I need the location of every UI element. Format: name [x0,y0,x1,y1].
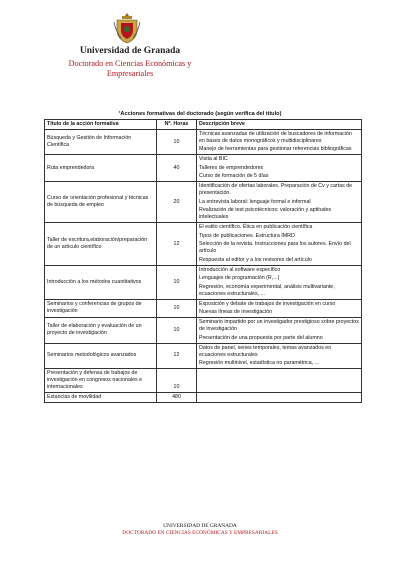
university-name: Universidad de Granada [79,46,181,56]
table-row [45,265,362,299]
action-hours: 12 [157,343,197,368]
description-item: Seminario impartido por un investigador prestigioso sobre proyectos de investigación [199,319,359,333]
description-item: Nuevas líneas de investigación [199,309,273,316]
table-row [45,369,362,393]
description-item: Identificación de ofertas laborales. Preparación de Cv y cartas de presentación. [199,183,353,197]
table-header-row [45,120,362,130]
description-item: Exposición y debate de trabajos de investigación en curso [199,300,336,307]
description-item: La entrevista laboral: lenguaje formal e informal [199,198,311,205]
action-hours: 10 [157,265,197,299]
footer-program: DOCTORADO EN CIENCIAS ECONÓMICAS Y EMPRESARIALES [122,530,278,536]
action-description [197,265,362,299]
description-item: Visita al BIC [199,156,228,163]
action-title: Estancias de movilidad [45,393,157,403]
description-item: Respuesta al editor y a los revisores del artículo [199,256,312,263]
description-item: Presentación de una propuesta por parte del alumno [199,334,323,341]
university-crest-icon [113,12,141,44]
action-title: Seminarios metodológicos avanzados [45,343,157,368]
column-header-hours: Nº. Horas [157,120,197,130]
table-row [45,129,362,154]
action-description [197,299,362,317]
table-row [45,393,362,403]
table-title: ¹Acciones formativas del doctorado (según verifica del título) [118,111,282,117]
program-title [45,59,215,79]
program-title-line1: Doctorado en Ciencias Económicas y [68,59,192,68]
description-item: Manejo de herramientas para gestionar referencias bibliográficas [199,146,352,153]
action-hours: 12 [157,223,197,265]
action-title: Taller de elaboración y evaluación de un proyecto de investigación [45,318,157,343]
action-description [197,318,362,343]
action-hours: 10 [157,318,197,343]
table-row [45,182,362,223]
action-description [197,129,362,154]
action-title: Seminarios y conferencias de grupos de investigación [45,299,157,317]
description-item: Talleres de emprendedores [199,164,264,171]
action-description [197,223,362,265]
action-hours: 10 [157,129,197,154]
description-item: Lenguajes de programación (R,...) [199,275,280,282]
program-title-line2: Empresariales [106,69,154,78]
action-title: Curso de orientación profesional y técnicas de búsqueda de empleo [45,182,157,223]
description-item: Realización de test psicotécnicos: valoración y aptitudes intelectuales [199,207,332,221]
action-description [197,182,362,223]
action-title: Taller de escritura,elaboración/preparación de un artículo científico [45,223,157,265]
action-description [197,155,362,182]
description-item: Introducción al software específico [199,266,281,273]
table-row [45,155,362,182]
column-header-title: Título de la acción formativa [45,120,157,130]
description-item: Tipos de publicaciones. Estructura IMRD [199,232,295,239]
action-description [197,369,362,393]
action-hours: 20 [157,182,197,223]
action-title: Búsqueda y Gestión de Información Científica [45,129,157,154]
action-title: Ruta emprendedora [45,155,157,182]
footer-university: UNIVERSIDAD DE GRANADA [163,523,237,529]
action-title: Introducción a los métodos cuantitativos [45,265,157,299]
table-row [45,299,362,317]
action-title: Presentación y defensa de trabajos de investigación en congresos nacionales e internacionales [45,369,157,393]
description-item: Regresión, economía experimental, análisis multivariante, ecuaciones estructurales, ... [199,283,335,297]
action-hours: 10 [157,369,197,393]
training-actions-table [44,119,362,403]
action-hours: 40 [157,155,197,182]
description-item: Técnicas avanzadas de utilización de buscadores de información en bases de datos monográficos y multidisciplinares [199,130,352,144]
description-item: El estilo científico. Ética en publicación científica [199,224,313,231]
table-row [45,318,362,343]
action-hours: 10 [157,299,197,317]
table-row [45,343,362,368]
description-item: Curso de formación de 5 días [199,173,269,180]
column-header-description: Descripción breve [197,120,362,130]
action-description [197,343,362,368]
table-row [45,223,362,265]
action-description [197,393,362,403]
action-hours: 480 [157,393,197,403]
description-item: Selección de la revista. Instrucciones para los autores. Envío del artículo [199,241,351,255]
description-item: Datos de panel, series temporales, temas avanzados en ecuaciones estructurales [199,344,332,358]
description-item: Regresión multinivel, estadística no paramétrica, ... [199,360,320,367]
